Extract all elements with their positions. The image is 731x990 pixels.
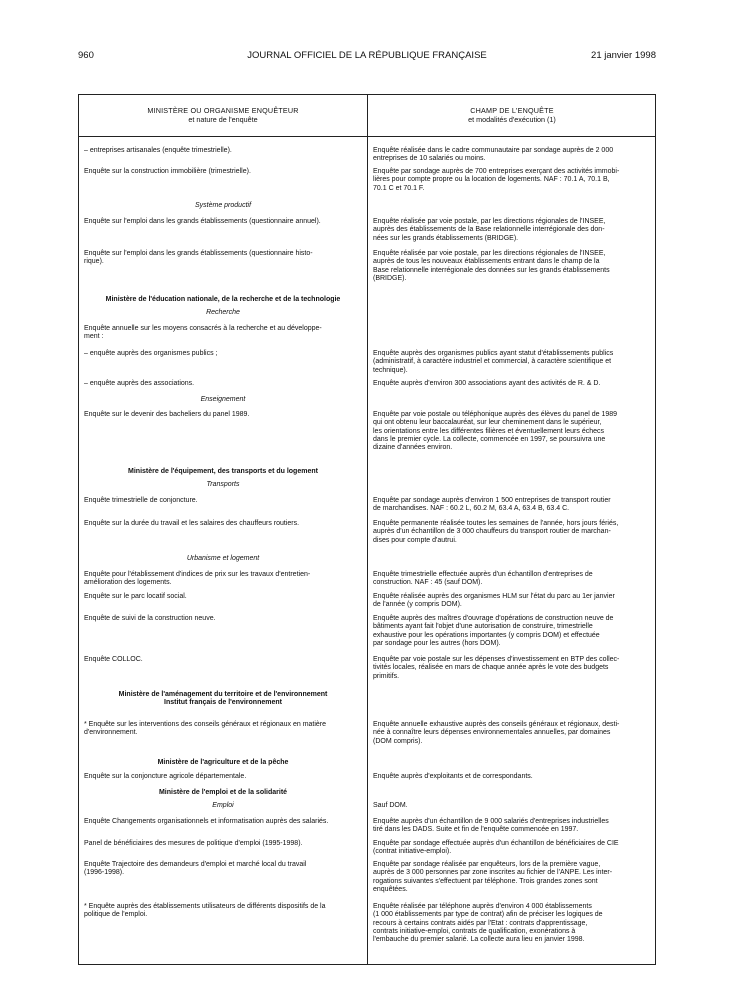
ministry-heading: Ministère de l'emploi et de la solidarité [158, 789, 288, 796]
survey-scope: Enquête par sondage réalisée par enquêteurs, lors de la première vague, auprès de 3 000 personnes par zone inscrites au fichier de l'ANPE. Les inter- rogations suivantes s'effectuent par téléphone. Trois grandes zones sont enquêtées. [373, 861, 613, 893]
survey-name: Enquête sur la conjoncture agricole départementale. [84, 773, 247, 780]
survey-name: – entreprises artisanales (enquête trimestrielle). [84, 147, 232, 154]
survey-scope: Sauf DOM. [373, 802, 408, 809]
survey-scope: Enquête réalisée par voie postale, par les directions régionales de l'INSEE, auprès de tous les nouveaux établissements entrant dans le champ de la Base relationnelle interrégionale des données sur les grands établissements (BRIDGE). [373, 250, 610, 282]
survey-scope: Enquête permanente réalisée toutes les semaines de l'année, hors jours fériés, auprès d'un échantillon de 3 000 chauffeurs du transport routier de marchan- dises pour compte d'autrui. [373, 520, 619, 544]
subsection-heading: Emploi [212, 802, 234, 809]
subsection-heading: Enseignement [200, 396, 246, 403]
survey-name: Enquête sur l'emploi dans les grands établissements (questionnaire histo- rique). [84, 250, 313, 266]
survey-scope: Enquête auprès d'exploitants et de correspondants. [373, 773, 533, 780]
survey-scope: Enquête par voie postale ou téléphonique auprès des élèves du panel de 1989 qui ont obtenu leur baccalauréat, sur leur cheminement dans le supérieur, les orientations entre les différentes filières et éventuellement leurs échecs dans le premier cycle. La collecte, commencée en 1997, se poursuivra une dizaine d'années environ. [373, 411, 618, 452]
survey-name: – enquête auprès des organismes publics ; [84, 350, 218, 357]
ministry-heading: Ministère de l'éducation nationale, de la recherche et de la technologie [105, 296, 341, 303]
survey-name: Enquête Trajectoire des demandeurs d'emploi et marché local du travail (1996-1998). [84, 861, 307, 877]
survey-name: Enquête COLLOC. [84, 656, 143, 663]
page-number: 960 [78, 50, 94, 61]
survey-scope: Enquête auprès d'un échantillon de 9 000 salariés d'entreprises industrielles tiré dans les DADS. Suite et fin de l'enquête commencée en 1997. [373, 818, 609, 834]
survey-scope: Enquête réalisée par voie postale, par les directions régionales de l'INSEE, auprès des établissements de la Base relationnelle interrégionale des don- nées sur les grands établissements (BRIDGE). [373, 218, 606, 242]
survey-name: Enquête de suivi de la construction neuve. [84, 615, 216, 622]
survey-scope: Enquête réalisée dans le cadre communautaire par sondage auprès de 2 000 entreprises de 10 salariés ou moins. [373, 147, 614, 163]
survey-scope: Enquête auprès des maîtres d'ouvrage d'opérations de construction neuve de bâtiments ayant fait l'objet d'une autorisation de construire, trimestrielle exhaustive pour les opérations importantes (y compris DOM) et effectuée par sondage pour les autres (hors DOM). [373, 615, 614, 647]
survey-name: Enquête annuelle sur les moyens consacrés à la recherche et au développe- ment : [84, 325, 322, 341]
survey-scope: Enquête par sondage auprès de 700 entreprises exerçant des activités immobi- lières pour compte propre ou la location de logements. NAF : 70.1 A, 70.1 B, 70.1 C et 70.1 F. [373, 168, 620, 192]
survey-scope: Enquête annuelle exhaustive auprès des conseils généraux et régionaux, desti- née à connaître leurs dépenses environnementales annuelles, par domaines (DOM compris). [373, 721, 620, 745]
survey-scope: Enquête par sondage auprès d'environ 1 500 entreprises de transport routier de marchandises. NAF : 60.2 L, 60.2 M, 63.4 A, 63.4 B, 63.4 C. [373, 497, 611, 513]
survey-name: Enquête sur la construction immobilière (trimestrielle). [84, 168, 251, 175]
subsection-heading: Urbanisme et logement [186, 555, 260, 562]
survey-name: Enquête Changements organisationnels et informatisation auprès des salariés. [84, 818, 329, 825]
survey-name: Enquête sur la durée du travail et les salaires des chauffeurs routiers. [84, 520, 300, 527]
ministry-heading: Ministère de l'équipement, des transports et du logement [128, 468, 318, 475]
survey-name: – enquête auprès des associations. [84, 380, 195, 387]
subsection-heading: Transports [206, 481, 240, 488]
survey-name: Enquête sur le devenir des bacheliers du panel 1989. [84, 411, 250, 418]
journal-title: JOURNAL OFFICIEL DE LA RÉPUBLIQUE FRANÇAISE [247, 50, 487, 61]
issue-date: 21 janvier 1998 [591, 50, 656, 61]
survey-name: Enquête trimestrielle de conjoncture. [84, 497, 198, 504]
survey-scope: Enquête trimestrielle effectuée auprès d'un échantillon d'entreprises de construction. NAF : 45 (sauf DOM). [373, 571, 593, 587]
survey-name: * Enquête auprès des établissements utilisateurs de différents dispositifs de la politique de l'emploi. [84, 903, 326, 919]
survey-table [78, 94, 656, 965]
survey-scope: Enquête auprès des organismes publics ayant statut d'établissements publics (administratif, à caractère industriel et commercial, à caractère scientifique et technique). [373, 350, 614, 374]
survey-scope: Enquête réalisée auprès des organismes HLM sur l'état du parc au 1er janvier de l'année (y compris DOM). [373, 593, 615, 609]
survey-scope: Enquête auprès d'environ 300 associations ayant des activités de R. & D. [373, 380, 601, 387]
right-column-header: CHAMP DE L'ENQUÊTE et modalités d'exécution (1) [468, 106, 556, 124]
header-divider [79, 136, 655, 137]
subsection-heading: Recherche [206, 309, 240, 316]
subsection-heading: Système productif [194, 202, 252, 209]
survey-scope: Enquête réalisée par téléphone auprès d'environ 4 000 établissements (1 000 établissements par type de contrat) afin de préciser les logiques de recours à certains contrats aidés par l'Etat : contrats d'apprentissage, contrats initiative-emploi, contrats de qualification, exonérations à l'embauche du premier salarié. La collecte aura lieu en janvier 1998. [373, 903, 603, 944]
survey-name: Enquête sur l'emploi dans les grands établissements (questionnaire annuel). [84, 218, 321, 225]
survey-scope: Enquête par sondage effectuée auprès d'un échantillon de bénéficiaires de CIE (contrat initiative-emploi). [373, 840, 619, 856]
survey-name: Enquête pour l'établissement d'indices de prix sur les travaux d'entretien- amélioration des logements. [84, 571, 311, 587]
survey-name: * Enquête sur les interventions des conseils généraux et régionaux en matière d'environnement. [84, 721, 327, 737]
survey-name: Panel de bénéficiaires des mesures de politique d'emploi (1995-1998). [84, 840, 303, 847]
ministry-heading: Ministère de l'aménagement du territoire et de l'environnement Institut français de l'environnement [118, 691, 328, 707]
column-divider [367, 95, 368, 964]
survey-scope: Enquête par voie postale sur les dépenses d'investissement en BTP des collec- tivités locales, réalisée en mars de chaque année après le vote des budgets primitifs. [373, 656, 620, 680]
ministry-heading: Ministère de l'agriculture et de la pêche [157, 759, 289, 766]
survey-name: Enquête sur le parc locatif social. [84, 593, 187, 600]
page-header [78, 50, 656, 64]
left-column-header: MINISTÈRE OU ORGANISME ENQUÊTEUR et nature de l'enquête [147, 106, 299, 124]
